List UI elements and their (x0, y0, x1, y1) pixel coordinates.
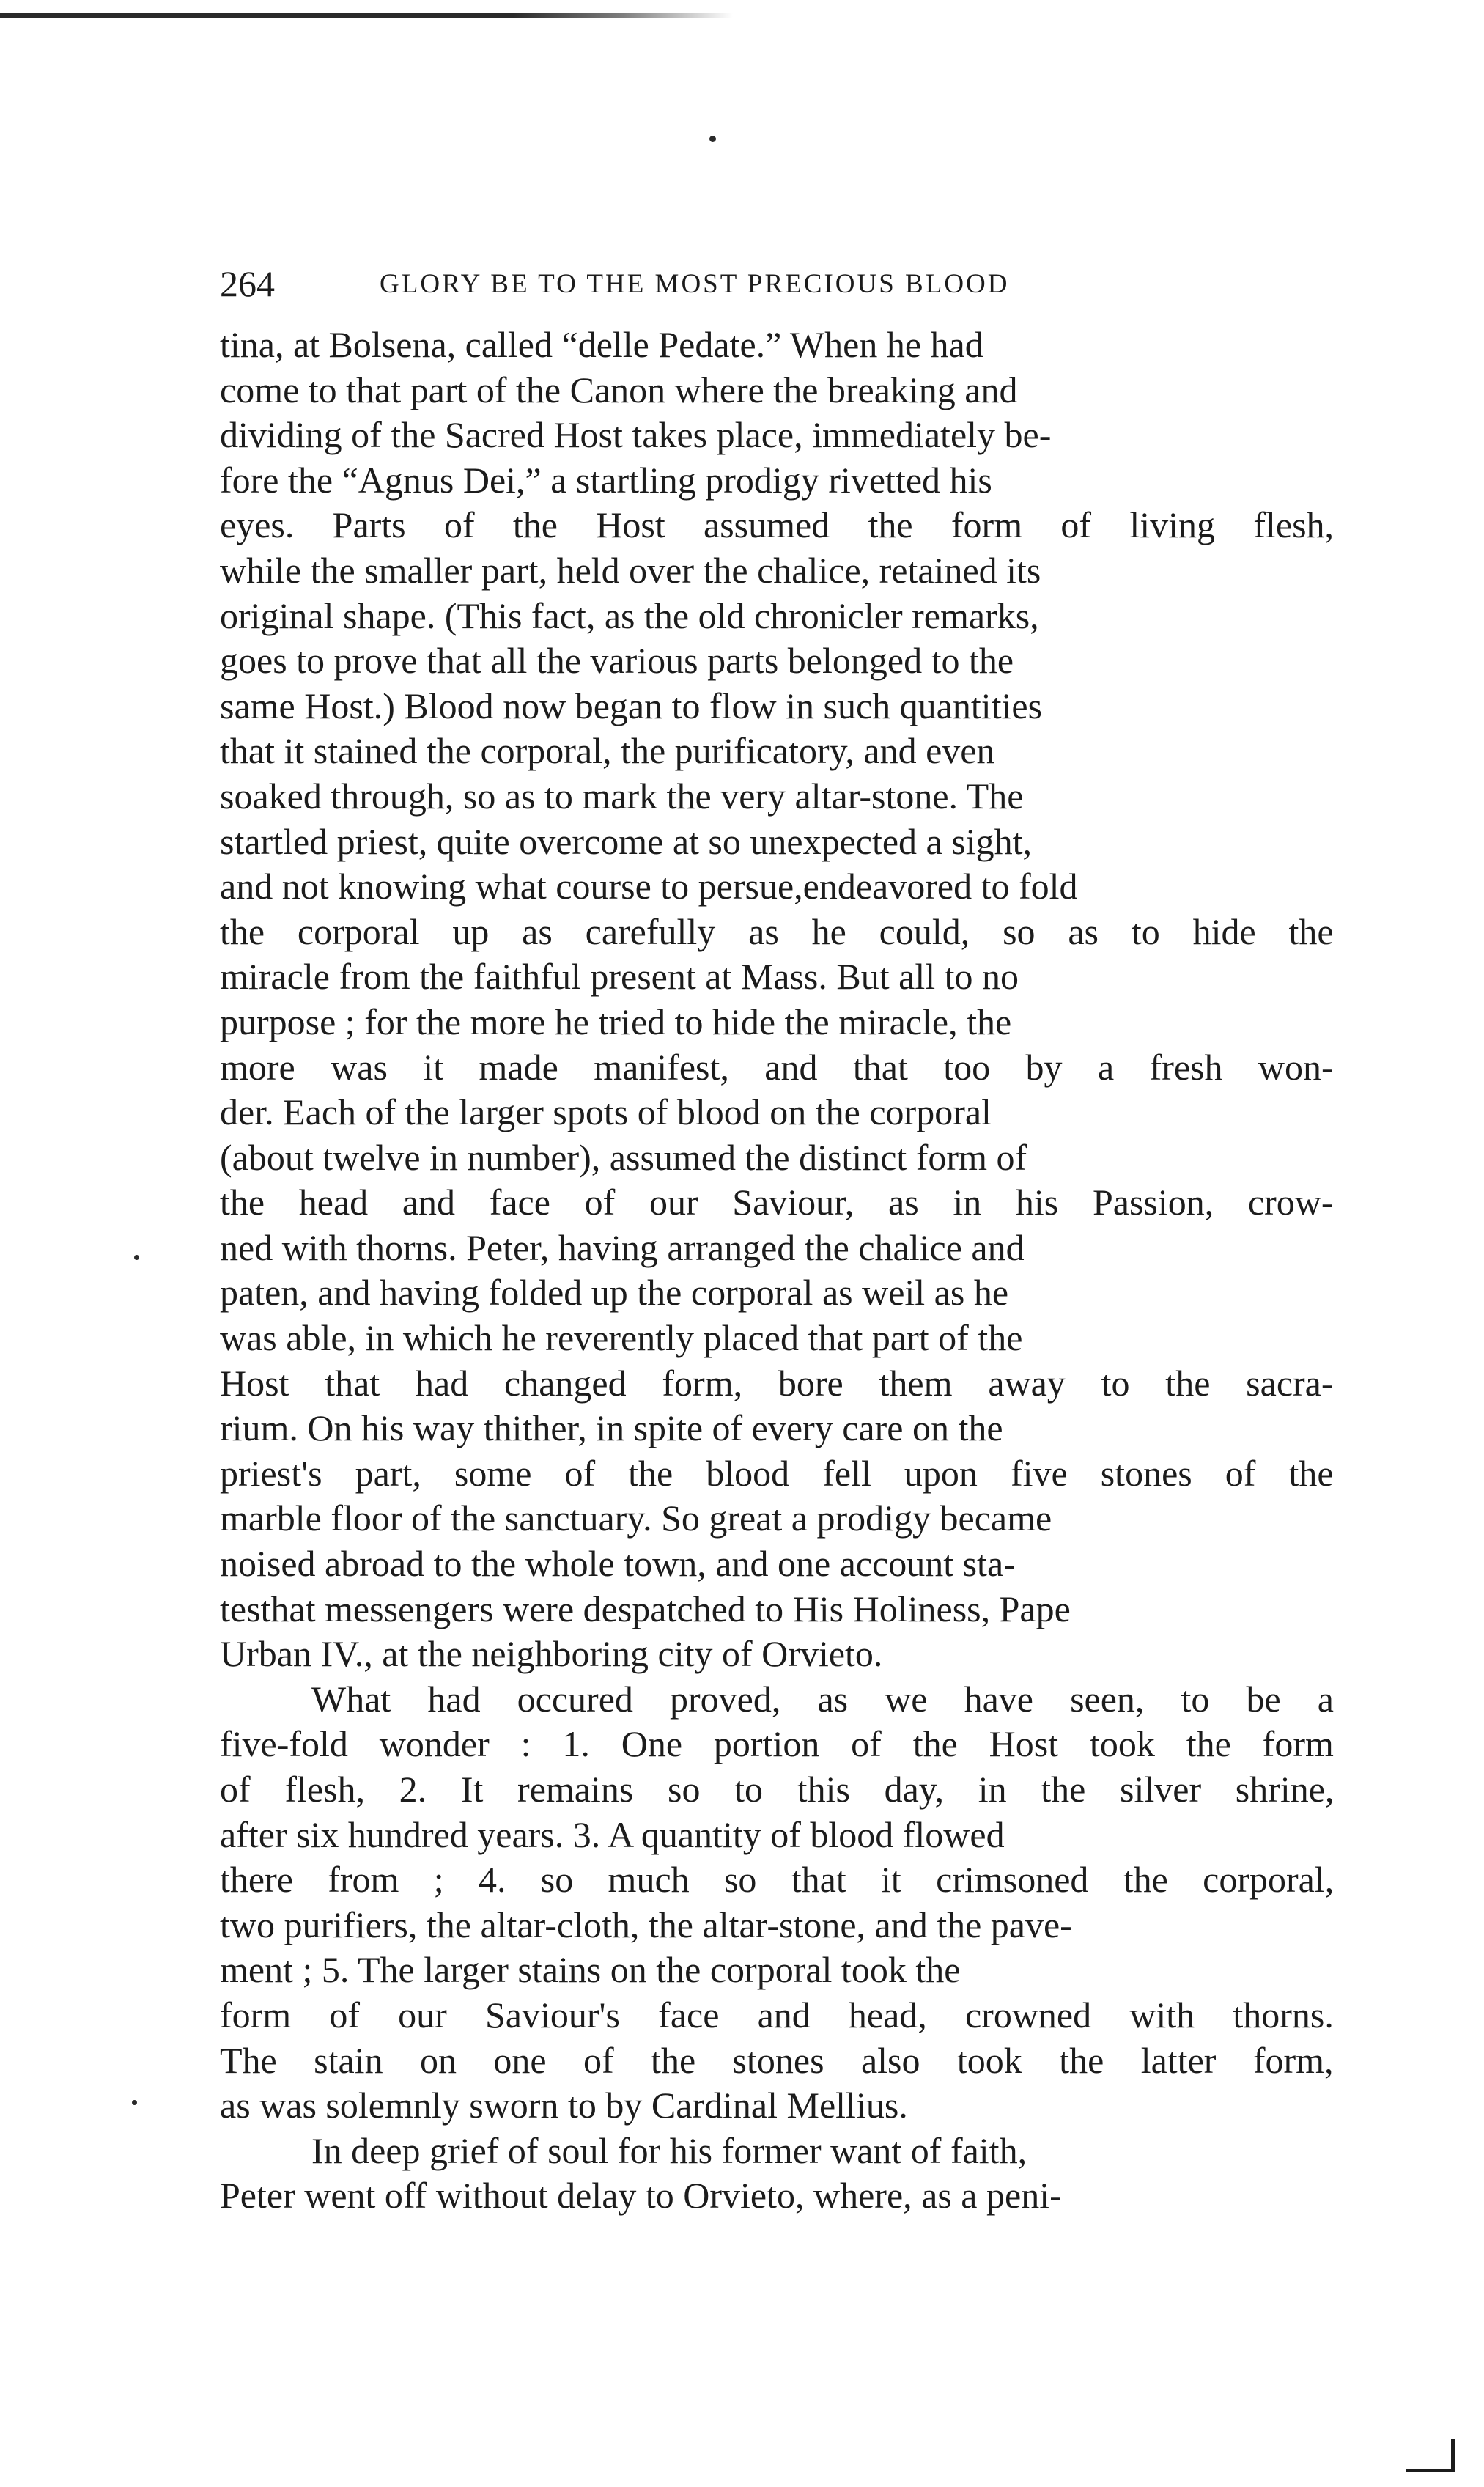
text-line: dividing of the Sacred Host takes place, immediately be- (220, 414, 1052, 456)
text-line: marble floor of the sanctuary. So great a prodigy became (220, 1497, 1052, 1539)
text-line: testhat messengers were despatched to His Holiness, Pape (220, 1588, 1071, 1629)
text-line: What had occured proved, as we have seen, to be a (311, 1678, 1334, 1720)
text-line: rium. On his way thither, in spite of every care on the (220, 1407, 1003, 1449)
text-line: come to that part of the Canon where the breaking and (220, 369, 1018, 410)
text-line: there from ; 4. so much so that it crimsoned the corporal, (220, 1859, 1335, 1901)
text-line: same Host.) Blood now began to flow in such quantities (220, 685, 1043, 726)
text-line: of flesh, 2. It remains so to this day, in the silver shrine, (220, 1769, 1335, 1810)
text-line: noised abroad to the whole town, and one account sta- (220, 1543, 1016, 1585)
print-speck (134, 1255, 139, 1260)
text-line: and not knowing what course to persue,endeavored to fold (220, 866, 1078, 907)
text-line: form of our Saviour's face and head, crowned with thorns. (220, 1994, 1334, 2035)
text-line: startled priest, quite overcome at so unexpected a sight, (220, 820, 1032, 862)
text-line: (about twelve in number), assumed the distinct form of (220, 1136, 1027, 1178)
text-line: while the smaller part, held over the chalice, retained its (220, 549, 1041, 591)
text-line: priest's part, some of the blood fell upon five stones of the (220, 1452, 1334, 1494)
text-line: was able, in which he reverently placed that part of the (220, 1317, 1023, 1359)
print-speck (132, 2100, 137, 2105)
text-line: paten, and having folded up the corporal as weil as he (220, 1272, 1009, 1313)
text-line: goes to prove that all the various parts belonged to the (220, 640, 1014, 682)
body-text (220, 323, 1334, 2219)
text-line: the head and face of our Saviour, as in his Passion, crow- (220, 1182, 1334, 1223)
text-line: original shape. (This fact, as the old chronicler remarks, (220, 594, 1039, 636)
text-line: ment ; 5. The larger stains on the corporal took the (220, 1949, 961, 1991)
text-line: Peter went off without delay to Orvieto, where, as a peni- (220, 2175, 1062, 2217)
corner-mark (1406, 2439, 1455, 2472)
text-line: that it stained the corporal, the purificatory, and even (220, 730, 995, 772)
text-line: eyes. Parts of the Host assumed the form of living flesh, (220, 504, 1335, 546)
text-line: more was it made manifest, and that too by a fresh won- (220, 1046, 1334, 1088)
text-line: as was solemnly sworn to by Cardinal Mellius. (220, 2085, 908, 2126)
text-line: two purifiers, the altar-cloth, the altar-stone, and the pave- (220, 1904, 1072, 1945)
text-line: fore the “Agnus Dei,” a startling prodigy rivetted his (220, 459, 992, 501)
text-line: soaked through, so as to mark the very altar-stone. The (220, 775, 1024, 817)
text-line: ned with thorns. Peter, having arranged the chalice and (220, 1226, 1025, 1268)
text-line: the corporal up as carefully as he could, so as to hide the (220, 910, 1334, 952)
page-header (220, 258, 1334, 309)
text-line: miracle from the faithful present at Mass. But all to no (220, 956, 1019, 998)
print-speck (709, 136, 716, 142)
text-line: after six hundred years. 3. A quantity of blood flowed (220, 1813, 1005, 1855)
text-line: purpose ; for the more he tried to hide the miracle, the (220, 1001, 1012, 1042)
text-line: Host that had changed form, bore them away to the sacra- (220, 1362, 1334, 1404)
text-line: The stain on one of the stones also took the latter form, (220, 2039, 1334, 2081)
text-line: Urban IV., at the neighboring city of Orvieto. (220, 1633, 883, 1675)
text-line: der. Each of the larger spots of blood on the corporal (220, 1091, 992, 1133)
text-line: In deep grief of soul for his former want of faith, (311, 2129, 1027, 2171)
page-number: 264 (220, 263, 275, 304)
text-line: five-fold wonder : 1. One portion of the Host took the form (220, 1723, 1334, 1765)
text-line: tina, at Bolsena, called “delle Pedate.” When he had (220, 324, 983, 365)
running-title: GLORY BE TO THE MOST PRECIOUS BLOOD (380, 269, 1010, 299)
top-rule (0, 13, 733, 18)
